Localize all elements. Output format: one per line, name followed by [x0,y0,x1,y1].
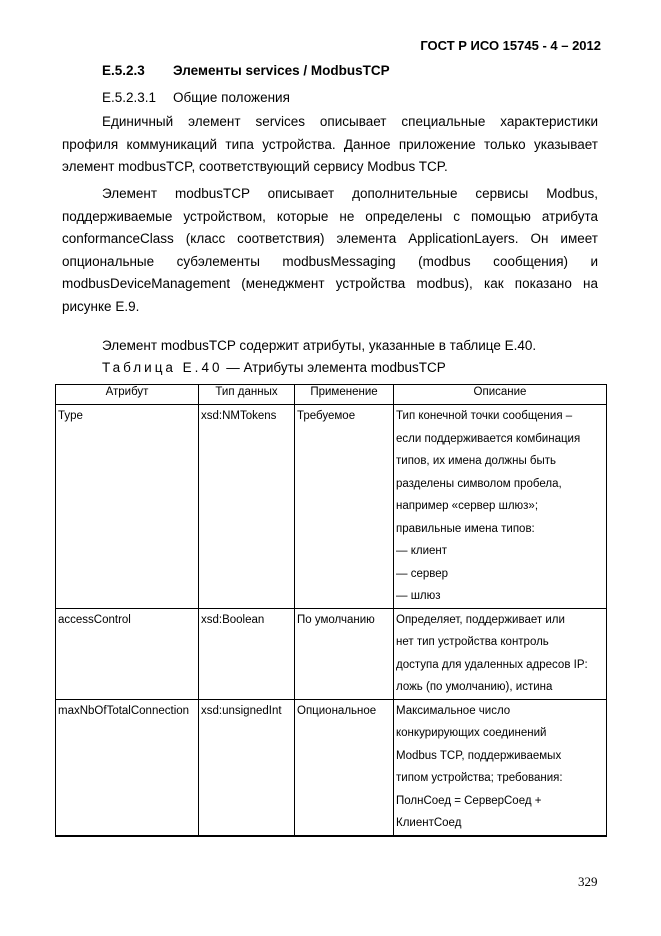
attribute-cell: maxNbOfTotalConnection [56,699,199,836]
paragraph: Элемент modbusTCP описывает дополнительные сервисы Modbus, поддерживаемые устройством, которые не определены с помощью атрибута conformanceClass (класс соответствия) элемента ApplicationLayers. Он имеет опциональные субэлементы modbusMessaging (modbus сообщения) и modbusDeviceManagement (менеджмент устройства modbus), как показано на рисунке E.9. [62,186,598,314]
subsection-number: E.5.2.3.1 [102,90,157,105]
data-type-cell: xsd:unsignedInt [199,699,295,836]
description-line: нет тип устройства контроль [396,636,549,648]
description-line: типом устройства; требования: [396,772,563,784]
description-line: — сервер [396,567,449,580]
column-header-attribute: Атрибут [56,385,199,405]
description-line: правильные имена типов: [396,522,535,535]
description-line: КлиентСоед [396,817,462,829]
description-line: Максимальное число [396,704,511,717]
table-row [56,699,607,836]
description-line: — шлюз [396,590,441,602]
description-line: Modbus TCP, поддерживаемых [396,749,562,762]
table-header-row [56,385,607,405]
page-number: 329 [578,874,598,889]
description-line: конкурирующих соединений [396,727,547,739]
description-cell [394,405,607,609]
table-caption-text: — Атрибуты элемента modbusTCP [222,360,446,375]
document-header: ГОСТ Р ИСО 15745 - 4 – 2012 [420,38,601,53]
attribute-cell: accessControl [56,608,199,699]
table-row [56,608,607,699]
description-line: Определяет, поддерживает или [396,613,565,626]
column-header-usage: Применение [295,385,394,405]
table-row [56,405,607,609]
usage-cell: Требуемое [295,405,394,609]
table-caption-label: Таблица E.40 [102,360,223,375]
section-heading [102,63,390,78]
subsection-title: Общие положения [173,90,290,105]
subsection-heading [102,90,290,105]
column-header-description: Описание [394,385,607,405]
column-header-data-type: Тип данных [199,385,295,405]
description-line: например «сервер шлюз»; [396,500,539,512]
description-line: ложь (по умолчанию), истина [396,681,553,693]
data-type-cell: xsd:Boolean [199,608,295,699]
description-line: ПолнСоед = СерверСоед + [396,794,542,807]
table-caption [102,360,446,375]
description-line: Тип конечной точки сообщения – [396,410,573,422]
data-type-cell: xsd:NMTokens [199,405,295,609]
description-line: если поддерживается комбинация [396,432,581,445]
attributes-table [55,384,607,837]
paragraph: Элемент modbusTCP содержит атрибуты, указанные в таблице E.40. [102,338,537,353]
description-line: типов, их имена должны быть [396,455,557,467]
section-number: E.5.2.3 [102,63,145,78]
description-cell [394,608,607,699]
description-line: разделены символом пробела, [396,477,562,490]
usage-cell: По умолчанию [295,608,394,699]
usage-cell: Опциональное [295,699,394,836]
description-cell [394,699,607,836]
section-title: Элементы services / ModbusTCP [173,63,390,78]
description-line: — клиент [396,545,448,557]
attribute-cell: Type [56,405,199,609]
paragraph: Единичный элемент services описывает специальные характеристики профиля коммуникаций типа устройства. Данное приложение только указывает элемент modbusTCP, соответствующий сервису Modbus TCP. [62,114,598,174]
description-line: доступа для удаленных адресов IP: [396,658,588,671]
